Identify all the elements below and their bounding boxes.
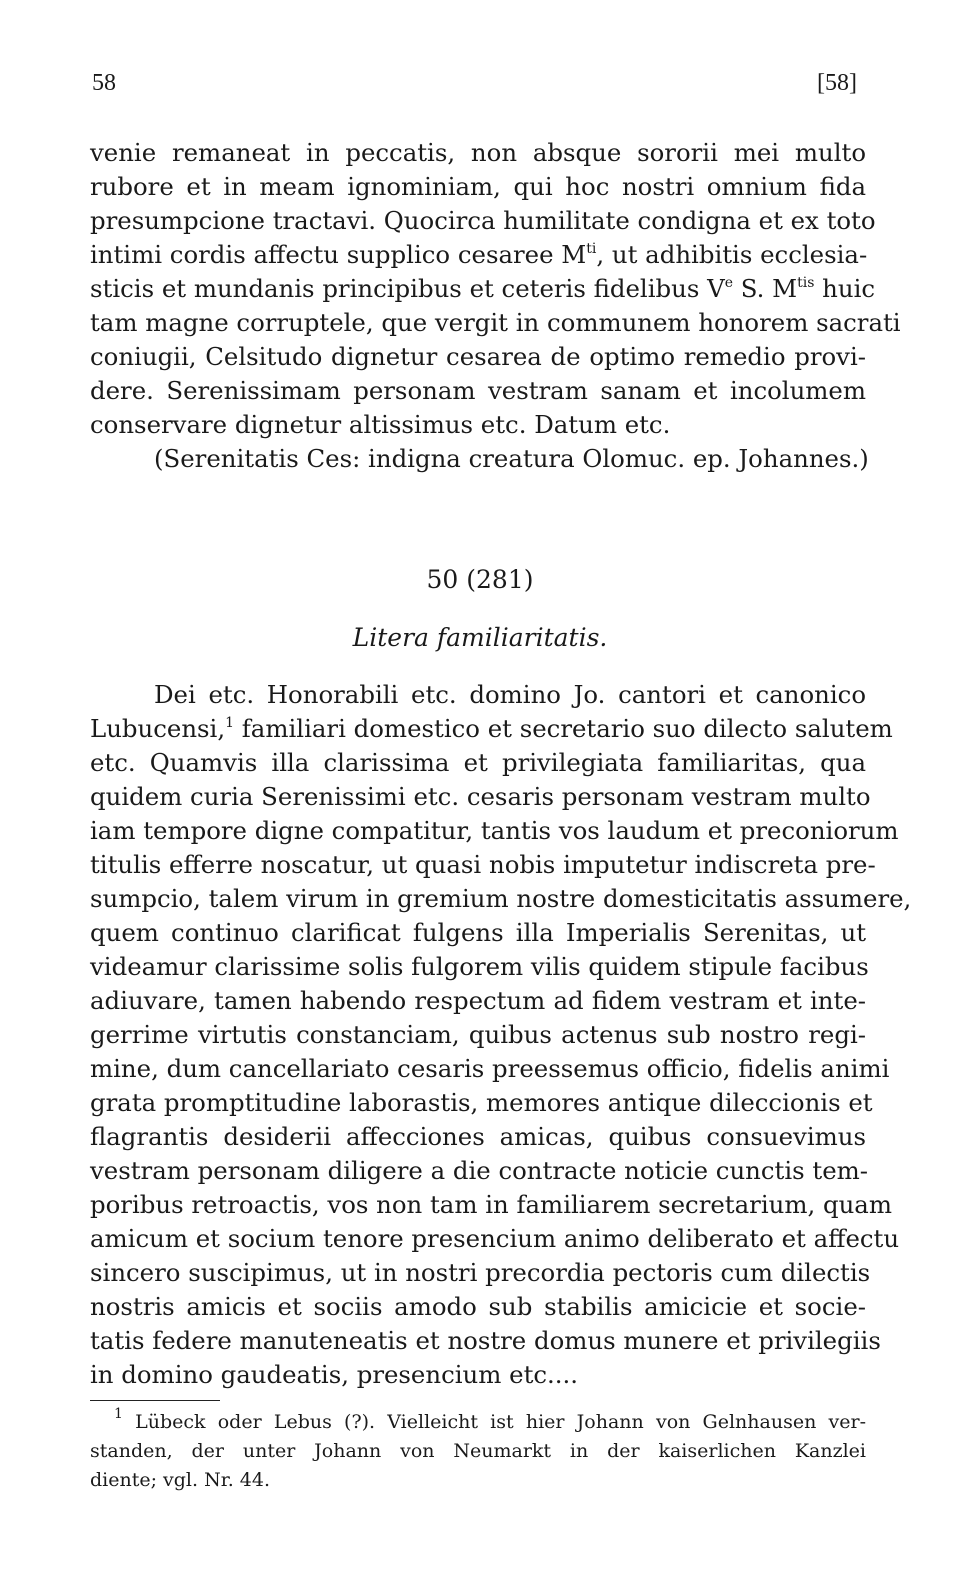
text-line: tatis federe manuteneatis et nostre domus munere et privilegiis — [90, 1326, 881, 1355]
text-line: titulis efferre noscatur, ut quasi nobis imputetur indiscreta pre- — [90, 850, 876, 879]
text-line: videamur clarissime solis fulgorem vilis quidem stipule facibus — [90, 952, 869, 981]
text-line: nostris amicis et sociis amodo sub stabilis amicicie et socie- — [90, 1292, 866, 1321]
text-segment: , ut adhibitis ecclesia- — [596, 240, 868, 269]
text-line — [90, 238, 866, 272]
text-line: Dei etc. Honorabili etc. domino Jo. cantori et canonico — [154, 680, 866, 709]
text-line: amicum et socium tenore presencium animo deliberato et affectu — [90, 1224, 900, 1253]
text-line: grata promptitudine laborastis, memores antique dileccionis et — [90, 1088, 873, 1117]
text-line: in domino gaudeatis, presencium etc.... — [90, 1360, 579, 1389]
text-line: sumpcio, talem virum in gremium nostre domesticitatis assumere, — [90, 884, 912, 913]
text-segment: S. M — [733, 274, 798, 303]
document-title: Litera familiaritatis. — [352, 623, 608, 652]
text-segment: huic — [814, 274, 876, 303]
superscript: tis — [797, 275, 815, 291]
superscript: e — [724, 275, 734, 291]
text-segment: sticis et mundanis principibus et ceteris fidelibus V — [90, 274, 725, 303]
footnote-text: Lübeck oder Lebus (?). Vielleicht ist hier Johann von Gelnhausen ver- — [122, 1411, 866, 1433]
text-line — [90, 272, 876, 306]
page-number-left: 58 — [92, 70, 116, 96]
text-line: tam magne corruptele, que vergit in communem honorem sacrati — [90, 308, 901, 337]
text-line: flagrantis desiderii affecciones amicas, quibus consuevimus — [90, 1122, 866, 1151]
text-line: quidem curia Serenissimi etc. cesaris personam vestram multo — [90, 782, 871, 811]
text-line: presumpcione tractavi. Quocirca humilitate condigna et ex toto — [90, 206, 876, 235]
footnote-line — [90, 1408, 866, 1437]
text-line: dere. Serenissimam personam vestram sanam et incolumem — [90, 376, 866, 405]
footnote — [90, 1408, 866, 1495]
footnote-line: diente; vgl. Nr. 44. — [90, 1469, 271, 1491]
footnote-number: 1 — [114, 1406, 123, 1422]
text-line: sincero suscipimus, ut in nostri precordia pectoris cum dilectis — [90, 1258, 871, 1287]
text-line: vestram personam diligere a die contracte noticie cunctis tem- — [90, 1156, 869, 1185]
superscript: ti — [586, 241, 597, 257]
signature-line: (Serenitatis Ces: indigna creatura Olomuc. ep. Johannes.) — [154, 444, 869, 473]
paragraph-letter — [90, 678, 912, 1392]
document-number: 50 (281) — [426, 565, 534, 594]
text-segment: familiari domestico et secretario suo dilecto salutem — [234, 714, 893, 743]
text-line: venie remaneat in peccatis, non absque sororii mei multo — [90, 138, 866, 167]
footnote-marker: 1 — [225, 715, 235, 731]
text-line — [90, 712, 893, 746]
text-line: quem continuo clarificat fulgens illa Imperialis Serenitas, ut — [90, 918, 866, 947]
footnote-divider — [90, 1400, 220, 1401]
text-line: etc. Quamvis illa clarissima et privilegiata familiaritas, qua — [90, 748, 866, 777]
text-line: rubore et in meam ignominiam, qui hoc nostri omnium fida — [90, 172, 866, 201]
text-line: mine, dum cancellariato cesaris preessemus officio, fidelis animi — [90, 1054, 890, 1083]
text-line: adiuvare, tamen habendo respectum ad fidem vestram et inte- — [90, 986, 866, 1015]
paragraph-continuation — [90, 136, 901, 476]
page-number-right: [58] — [817, 70, 857, 96]
text-segment: Lubucensi, — [90, 714, 226, 743]
text-segment: intimi cordis affectu supplico cesaree M — [90, 240, 587, 269]
text-line: gerrime virtutis constanciam, quibus actenus sub nostro regi- — [90, 1020, 866, 1049]
footnote-line: standen, der unter Johann von Neumarkt in der kaiserlichen Kanzlei — [90, 1440, 866, 1462]
text-line: conservare dignetur altissimus etc. Datum etc. — [90, 410, 671, 439]
text-line: iam tempore digne compatitur, tantis vos laudum et preconiorum — [90, 816, 899, 845]
text-line: coniugii, Celsitudo dignetur cesarea de optimo remedio provi- — [90, 342, 866, 371]
text-line: poribus retroactis, vos non tam in familiarem secretarium, quam — [90, 1190, 892, 1219]
